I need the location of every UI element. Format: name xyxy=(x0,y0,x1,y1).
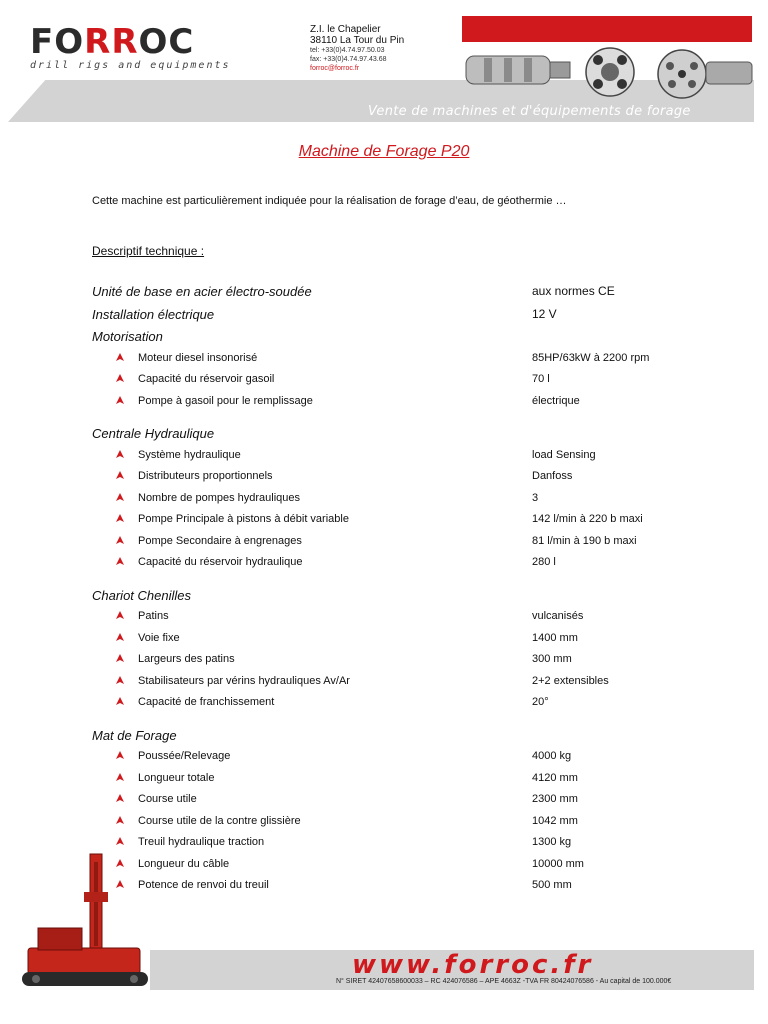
spec-value: 280 l xyxy=(532,556,556,568)
spec-label: Unité de base en acier électro-soudée xyxy=(92,284,312,299)
address-fax: fax: +33(0)4.74.97.43.68 xyxy=(310,56,387,63)
spec-value: électrique xyxy=(532,394,580,407)
spec-label: Course utile xyxy=(138,793,197,805)
company-logo: FORROC xyxy=(30,22,195,62)
arrow-bullet-icon xyxy=(116,633,124,643)
spec-item xyxy=(0,492,768,510)
spec-value: 500 mm xyxy=(532,879,572,891)
spec-item xyxy=(0,793,768,811)
spec-label: Treuil hydraulique traction xyxy=(138,836,265,848)
spec-label: Poussée/Relevage xyxy=(138,750,231,762)
spec-label: Capacité de franchissement xyxy=(138,696,275,708)
drill-tools-image xyxy=(460,44,756,100)
arrow-bullet-icon xyxy=(116,611,124,621)
footer-website-link[interactable]: www.forroc.fr xyxy=(352,950,594,980)
drill-rig-image xyxy=(14,852,154,992)
arrow-bullet-icon xyxy=(116,557,124,567)
spec-label: Nombre de pompes hydrauliques xyxy=(138,491,301,504)
spec-value: 2300 mm xyxy=(532,793,578,805)
spec-label: Capacité du réservoir gasoil xyxy=(138,373,275,385)
spec-label: Longueur totale xyxy=(138,771,215,784)
spec-section xyxy=(0,284,768,302)
arrow-bullet-icon xyxy=(116,773,124,783)
spec-item xyxy=(0,772,768,790)
arrow-bullet-icon xyxy=(116,697,124,707)
spec-value: aux normes CE xyxy=(532,284,615,298)
hammer-bit-icon xyxy=(658,50,752,98)
spec-item xyxy=(0,750,768,768)
spec-label: Capacité du réservoir hydraulique xyxy=(138,556,303,568)
spec-label: Chariot Chenilles xyxy=(92,587,191,603)
spec-section xyxy=(0,426,768,444)
spec-item xyxy=(0,395,768,413)
spec-label: Pompe Principale à pistons à débit variable xyxy=(138,513,349,525)
logo-tagline: drill rigs and equipments xyxy=(30,60,231,71)
spec-value: vulcanisés xyxy=(532,610,584,622)
spec-value: 20° xyxy=(532,696,549,708)
spec-value: 4000 kg xyxy=(532,750,572,762)
address-email[interactable]: forroc@forroc.fr xyxy=(310,65,360,72)
spec-item xyxy=(0,373,768,391)
spec-value: 1400 mm xyxy=(532,631,578,644)
header-banner-text: Vente de machines et d'équipements de forage xyxy=(368,104,691,119)
cutter-head-icon xyxy=(586,48,634,96)
arrow-bullet-icon xyxy=(116,676,124,686)
spec-value: 85HP/63kW à 2200 rpm xyxy=(532,351,650,364)
arrow-bullet-icon xyxy=(116,536,124,546)
company-address xyxy=(310,24,404,73)
footer-legal-text: N° SIRET 42407658600033 – RC 424076586 – APE 4663Z -TVA FR 80424076586 - Au capital de 100.000€ xyxy=(336,978,672,985)
spec-value: 142 l/min à 220 b maxi xyxy=(532,513,643,525)
header-red-bar xyxy=(462,16,752,42)
spec-label: Longueur du câble xyxy=(138,857,230,870)
spec-value: 10000 mm xyxy=(532,857,584,870)
page-title: Machine de Forage P20 xyxy=(298,143,470,160)
spec-value: 12 V xyxy=(532,306,557,321)
arrow-bullet-icon xyxy=(116,396,124,406)
spec-item xyxy=(0,535,768,553)
spec-label: Largeurs des patins xyxy=(138,653,235,665)
spec-label: Pompe Secondaire à engrenages xyxy=(138,534,302,547)
spec-value: load Sensing xyxy=(532,448,596,461)
arrow-bullet-icon xyxy=(116,374,124,384)
spec-value: 300 mm xyxy=(532,653,572,665)
spec-label: Système hydraulique xyxy=(138,448,241,461)
arrow-bullet-icon xyxy=(116,353,124,363)
arrow-bullet-icon xyxy=(116,450,124,460)
spec-item xyxy=(0,610,768,628)
arrow-bullet-icon xyxy=(116,816,124,826)
arrow-bullet-icon xyxy=(116,514,124,524)
spec-item xyxy=(0,449,768,467)
arrow-bullet-icon xyxy=(116,837,124,847)
spec-item xyxy=(0,675,768,693)
spec-label: Centrale Hydraulique xyxy=(92,426,215,441)
spec-section xyxy=(0,329,768,347)
spec-item xyxy=(0,352,768,370)
spec-item xyxy=(0,470,768,488)
arrow-bullet-icon xyxy=(116,493,124,503)
arrow-bullet-icon xyxy=(116,794,124,804)
spec-section xyxy=(0,307,768,325)
spec-value: 2+2 extensibles xyxy=(532,674,609,687)
arrow-bullet-icon xyxy=(116,654,124,664)
address-line2: 38110 La Tour du Pin xyxy=(310,35,405,46)
drill-bit-icon xyxy=(466,56,570,84)
spec-label: Pompe à gasoil pour le remplissage xyxy=(138,394,313,407)
spec-value: 1300 kg xyxy=(532,836,572,848)
spec-label: Motorisation xyxy=(92,329,163,344)
spec-value: 70 l xyxy=(532,373,550,385)
spec-value: 3 xyxy=(532,491,539,504)
spec-item xyxy=(0,696,768,714)
arrow-bullet-icon xyxy=(116,471,124,481)
spec-label: Voie fixe xyxy=(138,631,180,644)
spec-label: Mat de Forage xyxy=(92,727,177,743)
intro-paragraph: Cette machine est particulièrement indiquée pour la réalisation de forage d’eau, de géothermie … xyxy=(92,195,567,207)
address-line1: Z.I. le Chapelier xyxy=(310,24,381,35)
spec-value: 81 l/min à 190 b maxi xyxy=(532,534,637,547)
spec-label: Stabilisateurs par vérins hydrauliques Av/Ar xyxy=(138,674,350,687)
descriptif-heading: Descriptif technique : xyxy=(92,244,205,258)
spec-label: Moteur diesel insonorisé xyxy=(138,351,258,364)
spec-item xyxy=(0,653,768,671)
spec-item xyxy=(0,556,768,574)
spec-label: Distributeurs proportionnels xyxy=(138,470,273,482)
spec-item xyxy=(0,815,768,833)
spec-section xyxy=(0,588,768,606)
spec-label: Patins xyxy=(138,610,169,622)
spec-value: 1042 mm xyxy=(532,814,578,827)
arrow-bullet-icon xyxy=(116,751,124,761)
spec-label: Installation électrique xyxy=(92,306,215,322)
spec-label: Course utile de la contre glissière xyxy=(138,814,301,827)
spec-item xyxy=(0,632,768,650)
address-tel: tel: +33(0)4.74.97.50.03 xyxy=(310,47,385,54)
spec-label: Potence de renvoi du treuil xyxy=(138,879,269,891)
spec-value: Danfoss xyxy=(532,470,573,482)
spec-section xyxy=(0,728,768,746)
spec-value: 4120 mm xyxy=(532,771,578,784)
spec-item xyxy=(0,513,768,531)
